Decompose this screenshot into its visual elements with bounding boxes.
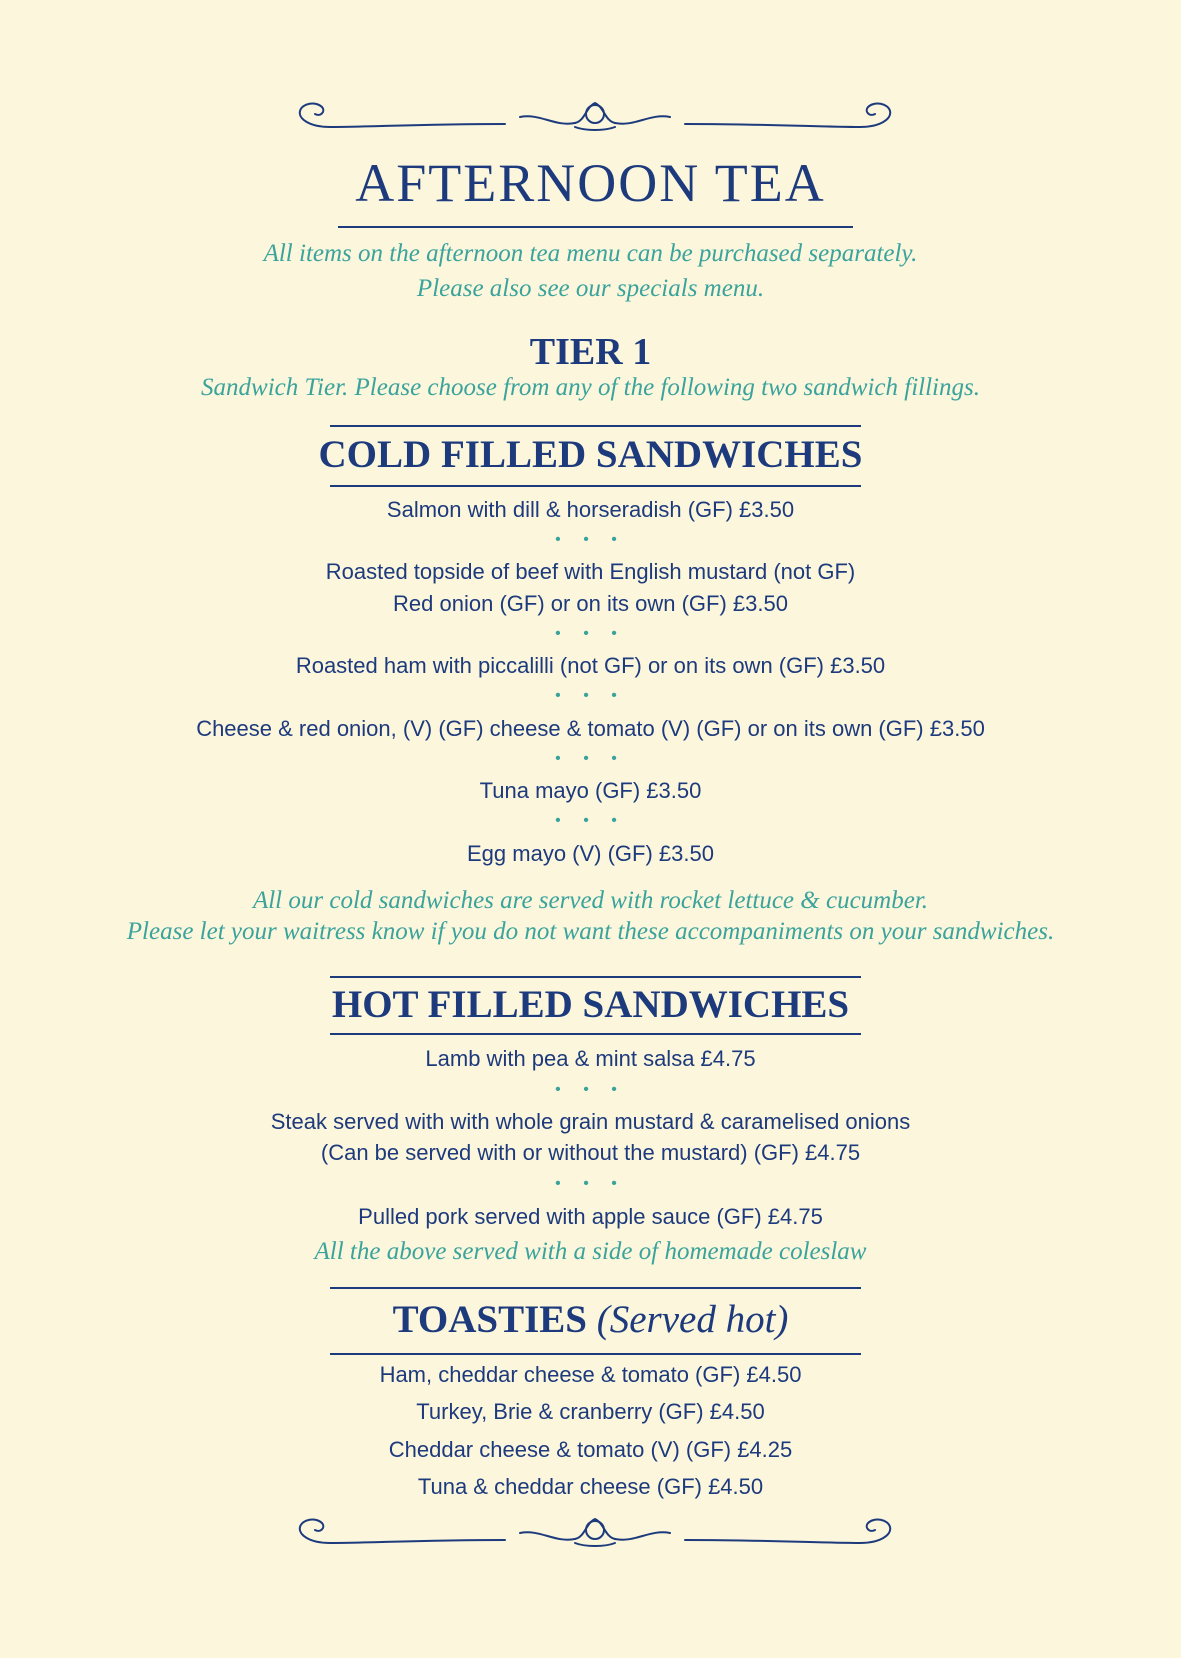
menu-item: Steak served with with whole grain mustard & caramelised onions <box>270 1109 911 1134</box>
toasties-heading-subtitle: (Served hot) <box>596 1298 789 1341</box>
item-separator: • • • <box>555 531 626 548</box>
intro-line-1: All items on the afternoon tea menu can be purchased separately. <box>263 240 918 267</box>
intro-line-2: Please also see our specials menu. <box>416 275 765 302</box>
toasties-heading-title: TOASTIES <box>392 1298 587 1341</box>
hot-note: All the above served with a side of homemade coleslaw <box>314 1238 867 1265</box>
hot-sandwiches-heading: HOT FILLED SANDWICHES <box>331 983 850 1026</box>
toasties-heading-rule-bottom <box>330 1353 861 1355</box>
menu-item: Roasted topside of beef with English mustard (not GF) <box>325 559 856 584</box>
bottom-flourish-ornament <box>290 1513 900 1559</box>
title-underline <box>338 226 853 228</box>
menu-item: Roasted ham with piccalilli (not GF) or on its own (GF) £3.50 <box>295 653 886 678</box>
menu-item: Salmon with dill & horseradish (GF) £3.50 <box>386 497 795 522</box>
item-separator: • • • <box>555 625 626 642</box>
toasties-heading <box>0 1297 1181 1343</box>
cold-heading-rule-top <box>330 425 861 427</box>
tier-subtitle: Sandwich Tier. Please choose from any of the following two sandwich fillings. <box>201 374 980 401</box>
tier-heading: TIER 1 <box>529 331 652 373</box>
item-separator: • • • <box>555 812 626 829</box>
menu-item: Tuna & cheddar cheese (GF) £4.50 <box>417 1474 764 1499</box>
menu-item: Lamb with pea & mint salsa £4.75 <box>425 1046 756 1071</box>
menu-item: (Can be served with or without the mustard) (GF) £4.75 <box>320 1140 861 1165</box>
menu-item: Cheddar cheese & tomato (V) (GF) £4.25 <box>388 1437 793 1462</box>
menu-item: Red onion (GF) or on its own (GF) £3.50 <box>393 591 788 616</box>
item-separator: • • • <box>555 687 626 704</box>
hot-heading-rule-bottom <box>330 1033 861 1035</box>
menu-item: Tuna mayo (GF) £3.50 <box>479 778 702 803</box>
item-separator: • • • <box>555 1175 626 1192</box>
menu-item: Turkey, Brie & cranberry (GF) £4.50 <box>416 1399 765 1424</box>
hot-heading-rule-top <box>330 976 861 978</box>
cold-heading-rule-bottom <box>330 485 861 487</box>
cold-note-line-1: All our cold sandwiches are served with rocket lettuce & cucumber. <box>252 887 929 914</box>
toasties-heading-rule-top <box>330 1287 861 1289</box>
cold-note-line-2: Please let your waitress know if you do not want these accompaniments on your sandwiches. <box>126 918 1055 945</box>
cold-sandwiches-heading: COLD FILLED SANDWICHES <box>318 433 863 476</box>
menu-item: Cheese & red onion, (V) (GF) cheese & tomato (V) (GF) or on its own (GF) £3.50 <box>196 716 985 741</box>
menu-item: Pulled pork served with apple sauce (GF) £4.75 <box>358 1204 823 1229</box>
menu-item: Ham, cheddar cheese & tomato (GF) £4.50 <box>379 1362 802 1387</box>
item-separator: • • • <box>555 750 626 767</box>
top-flourish-ornament <box>290 97 900 143</box>
menu-item: Egg mayo (V) (GF) £3.50 <box>467 841 714 866</box>
item-separator: • • • <box>555 1081 626 1098</box>
page-title: AFTERNOON TEA <box>355 153 826 213</box>
